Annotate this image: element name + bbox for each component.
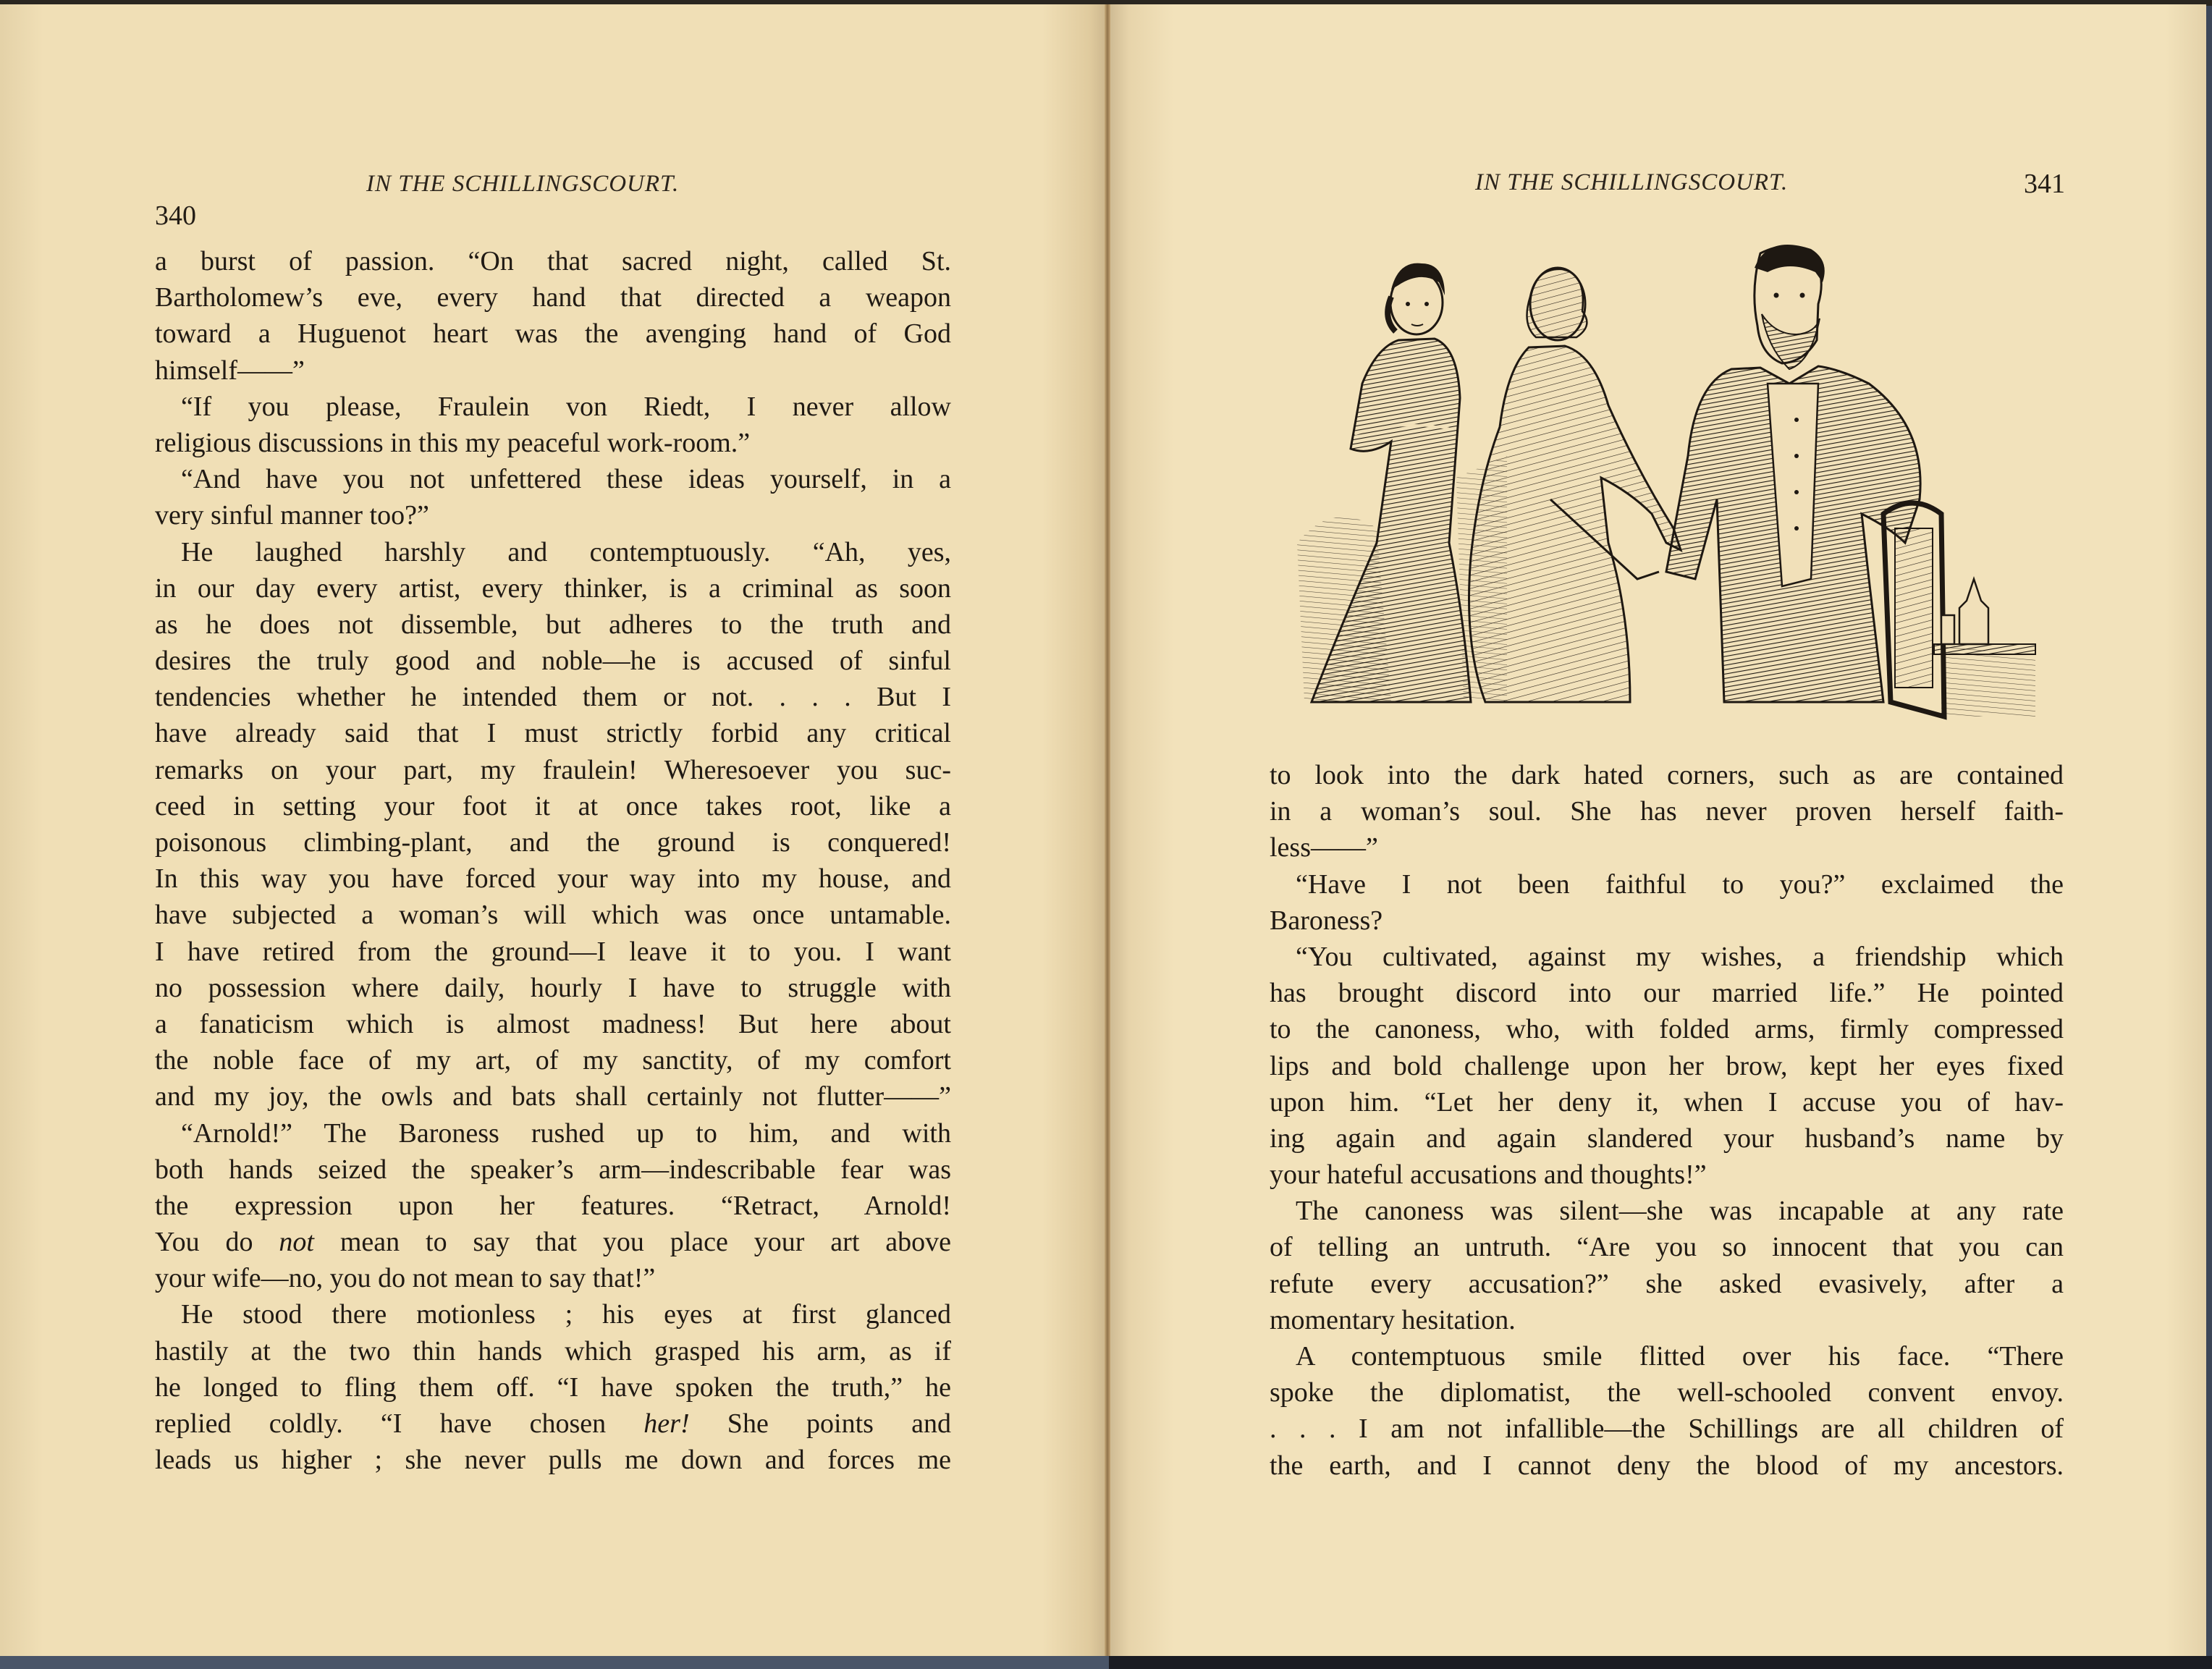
text-line: The canoness was silent—she was incapable at any rate — [1296, 1196, 2064, 1227]
text-line: spoke the diplomatist, the well-schooled convent envoy. — [1270, 1377, 2064, 1408]
easel-chair — [1883, 503, 1944, 717]
text-line: refute every accusation?” she asked evasively, after a — [1270, 1268, 2064, 1299]
text-line: in our day every artist, every thinker, is a criminal as soon — [155, 572, 951, 604]
left-page-text — [155, 243, 951, 1478]
text-line: toward a Huguenot heart was the avenging hand of God — [155, 318, 951, 350]
text-line: no possession where daily, hourly I have to struggle with — [155, 972, 951, 1003]
text-line: very sinful manner too?” — [155, 500, 429, 531]
text-line: “Arnold!” The Baroness rushed up to him, and with — [181, 1117, 951, 1149]
text-line: “You cultivated, against my wishes, a friendship which — [1296, 941, 2064, 972]
text-line: leads us higher ; she never pulls me down and forces me — [155, 1445, 951, 1476]
text-line: of telling an untruth. “Are you so innocent that you can — [1270, 1232, 2064, 1263]
text-line: “And have you not unfettered these ideas yourself, in a — [181, 464, 951, 495]
table-with-bottles — [1934, 579, 2035, 654]
text-line: your hateful accusations and thoughts!” — [1270, 1159, 1707, 1191]
text-line: Baroness? — [1270, 905, 1383, 936]
text-line: your wife—no, you do not mean to say that!” — [155, 1263, 656, 1294]
text-line: . . . I am not infallible—the Schillings are all children of — [1270, 1414, 2064, 1445]
text-span: She points and — [689, 1408, 951, 1439]
book-cover-edge — [1109, 1656, 2212, 1669]
text-line: ing again and again slandered your husband’s name by — [1270, 1123, 2064, 1154]
right-page-text — [1270, 757, 2064, 1484]
text-line: remarks on your part, my fraulein! Wheresoever you suc- — [155, 754, 951, 785]
text-line — [155, 1224, 951, 1260]
page-number-right: 341 — [2024, 169, 2065, 199]
text-span: replied coldly. “I have chosen — [155, 1408, 644, 1439]
text-span: You do — [155, 1227, 279, 1258]
text-line: has brought discord into our married life.” He pointed — [1270, 978, 2064, 1009]
left-page — [0, 4, 1109, 1656]
book-spine — [1105, 4, 1110, 1656]
text-line: “Have I not been faithful to you?” exclaimed the — [1296, 869, 2064, 900]
text-line — [155, 1406, 951, 1442]
text-line: less——” — [1270, 832, 1378, 863]
text-line: Bartholomew’s eve, every hand that directed a weapon — [155, 282, 951, 313]
arnold-figure — [1666, 245, 1920, 702]
text-line: the noble face of my art, of my sanctity, of my comfort — [155, 1045, 951, 1076]
text-line: a burst of passion. “On that sacred night, called St. — [155, 246, 951, 276]
text-line: the expression upon her features. “Retract, Arnold! — [155, 1190, 951, 1221]
text-line: desires the truly good and noble—he is accused of sinful — [155, 646, 951, 677]
text-line: have already said that I must strictly forbid any critical — [155, 718, 951, 749]
engraving-three-figures-icon — [1290, 239, 2050, 731]
text-line: religious discussions in this my peaceful work-room.” — [155, 427, 751, 458]
text-line: to look into the dark hated corners, such as are contained — [1270, 760, 2064, 790]
text-line: he longed to fling them off. “I have spoken the truth,” he — [155, 1372, 951, 1403]
text-line: have subjected a woman’s will which was once untamable. — [155, 900, 951, 931]
text-line: both hands seized the speaker’s arm—indescribable fear was — [155, 1154, 951, 1185]
text-line: poisonous climbing-plant, and the ground is conquered! — [155, 827, 951, 858]
text-line: to the canoness, who, with folded arms, firmly compressed — [1270, 1014, 2064, 1045]
text-line: “If you please, Fraulein von Riedt, I never allow — [181, 391, 951, 422]
text-line: momentary hesitation. — [1270, 1304, 1516, 1335]
text-line: He stood there motionless ; his eyes at first glanced — [181, 1299, 951, 1330]
baroness-figure — [1469, 268, 1681, 702]
text-line: upon him. “Let her deny it, when I accuse you of hav- — [1270, 1086, 2064, 1117]
emphasis-text: her! — [643, 1408, 690, 1439]
text-line: the earth, and I cannot deny the blood of my ancestors. — [1270, 1450, 2064, 1481]
text-line: hastily at the two thin hands which grasped his arm, as if — [155, 1335, 951, 1366]
text-line: lips and bold challenge upon her brow, kept her eyes fixed — [1270, 1050, 2064, 1081]
text-line: in a woman’s soul. She has never proven herself faith- — [1270, 796, 2064, 827]
text-line: tendencies whether he intended them or not. . . . But I — [155, 682, 951, 713]
text-line: ceed in setting your foot it at once takes root, like a — [155, 790, 951, 821]
background-strip — [0, 1656, 1109, 1669]
page-number-left: 340 — [155, 200, 196, 231]
text-line: himself——” — [155, 355, 305, 386]
text-line: a fanaticism which is almost madness! But here about — [155, 1008, 951, 1039]
running-head-right: IN THE SCHILLINGSCOURT. — [1475, 169, 1789, 195]
running-head-left: IN THE SCHILLINGSCOURT. — [366, 171, 680, 197]
text-span: mean to say that you place your art above — [313, 1227, 951, 1258]
text-line: A contemptuous smile flitted over his face. “There — [1296, 1341, 2064, 1372]
emphasis-text: not — [279, 1227, 314, 1258]
text-line: I have retired from the ground—I leave it to you. I want — [155, 936, 951, 967]
text-line: as he does not dissemble, but adheres to the truth and — [155, 609, 951, 640]
text-line: He laughed harshly and contemptuously. “Ah, yes, — [181, 536, 951, 567]
text-line: In this way you have forced your way into my house, and — [155, 863, 951, 895]
text-line: and my joy, the owls and bats shall certainly not flutter——” — [155, 1081, 951, 1112]
